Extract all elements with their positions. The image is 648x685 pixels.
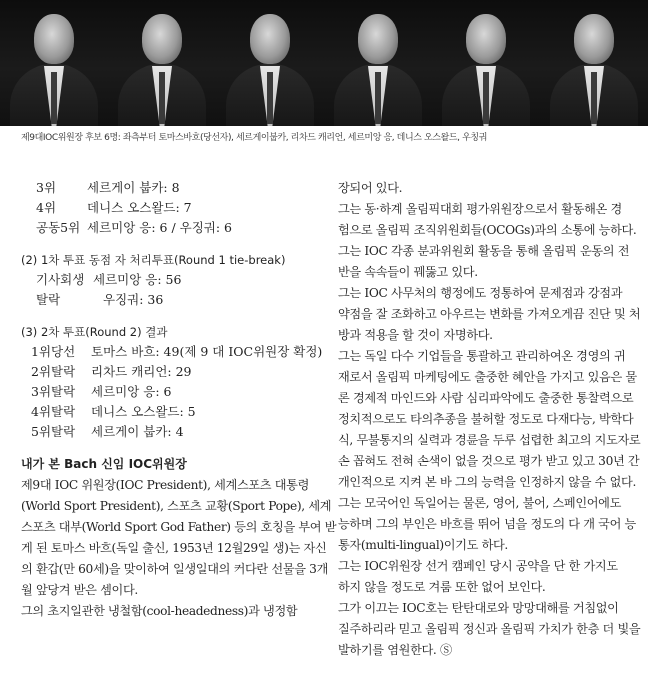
candidate-portrait — [108, 0, 216, 126]
text-line: 험으로 올림픽 조직위원회들(OCOGs)과의 소통에 능하다. — [338, 223, 637, 237]
text-line: 그는 IOC 사무처의 행정에도 정통하여 문제점과 강점과 — [338, 286, 623, 300]
text-line: 그는 모국어인 독일어는 물론, 영어, 불어, 스페인어에도 — [338, 496, 622, 510]
text-line: 의 환갑(만 60세)을 맞이하여 일생일대의 커다란 선물을 3개 — [21, 562, 328, 576]
text-line: 장되어 있다. — [338, 181, 403, 195]
text-line: 방과 적용을 할 것이 자명하다. — [338, 328, 493, 342]
candidate-portrait — [0, 0, 108, 126]
text-line: 그의 초지일관한 냉철함(cool-headedness)과 냉정함 — [21, 604, 298, 618]
text-line: 제9대 IOC 위원장(IOC President), 세계스포츠 대통령 — [21, 478, 310, 492]
text-line: 그는 독일 다수 기업들을 통괄하고 관리하여온 경영의 귀 — [338, 349, 626, 363]
rank-label: 3위 — [36, 180, 57, 195]
result-row — [21, 422, 331, 442]
rank-label: 1위당선 — [31, 344, 76, 359]
result-row — [21, 402, 331, 422]
result-row — [21, 342, 331, 362]
candidate-score: 리차드 캐리언: 29 — [91, 364, 192, 379]
candidate-score: 세르미앙 응: 56 — [93, 272, 182, 287]
tiebreak-heading: (2) 1차 투표 동점 자 처리투표(Round 1 tie-break) — [21, 253, 286, 267]
text-line: 약점을 잘 조화하고 아우르는 변화를 가져오게끔 진단 및 처 — [338, 307, 641, 321]
left-column — [21, 178, 337, 622]
result-row — [21, 218, 331, 238]
text-line: 론 경제적 마인드와 사람 심리파악에도 출중한 통찰력으로 — [338, 391, 634, 405]
text-line: 정치적으로도 타의추종을 불허할 정도로 다재다능, 박학다 — [338, 412, 634, 426]
round1-results — [21, 178, 331, 238]
right-column — [338, 178, 641, 661]
text-line: 하지 않을 정도로 겨룸 또한 없어 보인다. — [338, 580, 546, 594]
text-line: 그가 이끄는 IOC호는 탄탄대로와 망망대해를 거침없이 — [338, 601, 619, 615]
text-line: 식, 무불통지의 실력과 경륜을 두루 섭렵한 최고의 지도자로 — [338, 433, 641, 447]
candidate-score: 토마스 바흐: 49(제 9 대 IOC위원장 확정) — [91, 344, 323, 359]
result-row — [21, 270, 331, 290]
text-line: 반을 속속들이 꿰뚫고 있다. — [338, 265, 478, 279]
rank-label: 기사회생 — [36, 272, 85, 287]
rank-label: 탈락 — [36, 292, 61, 307]
candidate-score: 세르게이 붑카: 8 — [87, 180, 180, 195]
text-line: 통자(multi-lingual)이기도 하다. — [338, 538, 508, 552]
text-line: 재로서 올림픽 마케팅에도 출중한 혜안을 가지고 있음은 물 — [338, 370, 637, 384]
text-line: 개인적으로 지켜 본 바 그의 능력을 인정하지 않을 수 없다. — [338, 475, 636, 489]
candidate-portrait — [432, 0, 540, 126]
result-row — [21, 290, 331, 310]
text-line: 능하며 그의 부인은 바흐를 뛰어 넘을 정도의 다 개 국어 능 — [338, 517, 636, 531]
photo-caption: 제9대IOC위원장 후보 6명: 좌측부터 토마스바흐(당선자), 세르게이붑카, 리차드 캐리언, 세르미앙 응, 데니스 오스왈드, 우칭궈 — [21, 133, 487, 143]
text-line: 손 꼽혀도 전혀 손색이 없을 것으로 평가 받고 있고 30년 간 — [338, 454, 640, 468]
result-row — [21, 178, 331, 198]
text-line: 질주하리라 믿고 올림픽 정신과 올림픽 가치가 한층 더 빛을 — [338, 622, 641, 636]
text-line: 월 앞당겨 받은 셈이다. — [21, 583, 138, 597]
result-row — [21, 362, 331, 382]
rank-label: 4위탈락 — [31, 404, 76, 419]
result-row — [21, 198, 331, 218]
text-line: 그는 동·하계 올림픽대회 평가위원장으로서 활동해온 경 — [338, 202, 622, 216]
candidate-score: 세르미앙 응: 6 — [91, 384, 172, 399]
candidate-score: 데니스 오스왈드: 7 — [87, 200, 192, 215]
rank-label: 2위탈락 — [31, 364, 76, 379]
result-row — [21, 382, 331, 402]
candidates-photo — [0, 0, 648, 126]
candidate-score: 세르게이 붑카: 4 — [91, 424, 184, 439]
candidate-score: 데니스 오스왈드: 5 — [91, 404, 196, 419]
text-line: 그는 IOC 각종 분과위원회 활동을 통해 올림픽 운동의 전 — [338, 244, 630, 258]
rank-label: 4위 — [36, 200, 57, 215]
rank-label: 3위탈락 — [31, 384, 76, 399]
candidate-score: 세르미앙 응: 6 / 우징궈: 6 — [87, 220, 233, 235]
round2-heading: (3) 2차 투표(Round 2) 결과 — [21, 325, 168, 339]
candidate-score: 우징궈: 36 — [103, 292, 164, 307]
candidate-portrait — [216, 0, 324, 126]
text-line: 발하기를 염원한다. Ⓢ — [338, 643, 452, 657]
article-title: 내가 본 Bach 신임 IOC위원장 — [21, 457, 187, 471]
text-line: 스포츠 대부(World Sport God Father) 등의 호칭을 부여 받 — [21, 520, 337, 534]
text-line: 게 된 토마스 바흐(독일 출신, 1953년 12월29일 생)는 자신 — [21, 541, 327, 555]
text-line: 그는 IOC위원장 선거 캠페인 당시 공약을 단 한 가지도 — [338, 559, 618, 573]
article-body-left — [21, 475, 337, 622]
rank-label: 공동5위 — [36, 220, 81, 235]
candidate-portrait — [540, 0, 648, 126]
candidate-portrait — [324, 0, 432, 126]
text-line: (World Sport President), 스포츠 교황(Sport Pope), 세계 — [21, 499, 332, 513]
rank-label: 5위탈락 — [31, 424, 76, 439]
